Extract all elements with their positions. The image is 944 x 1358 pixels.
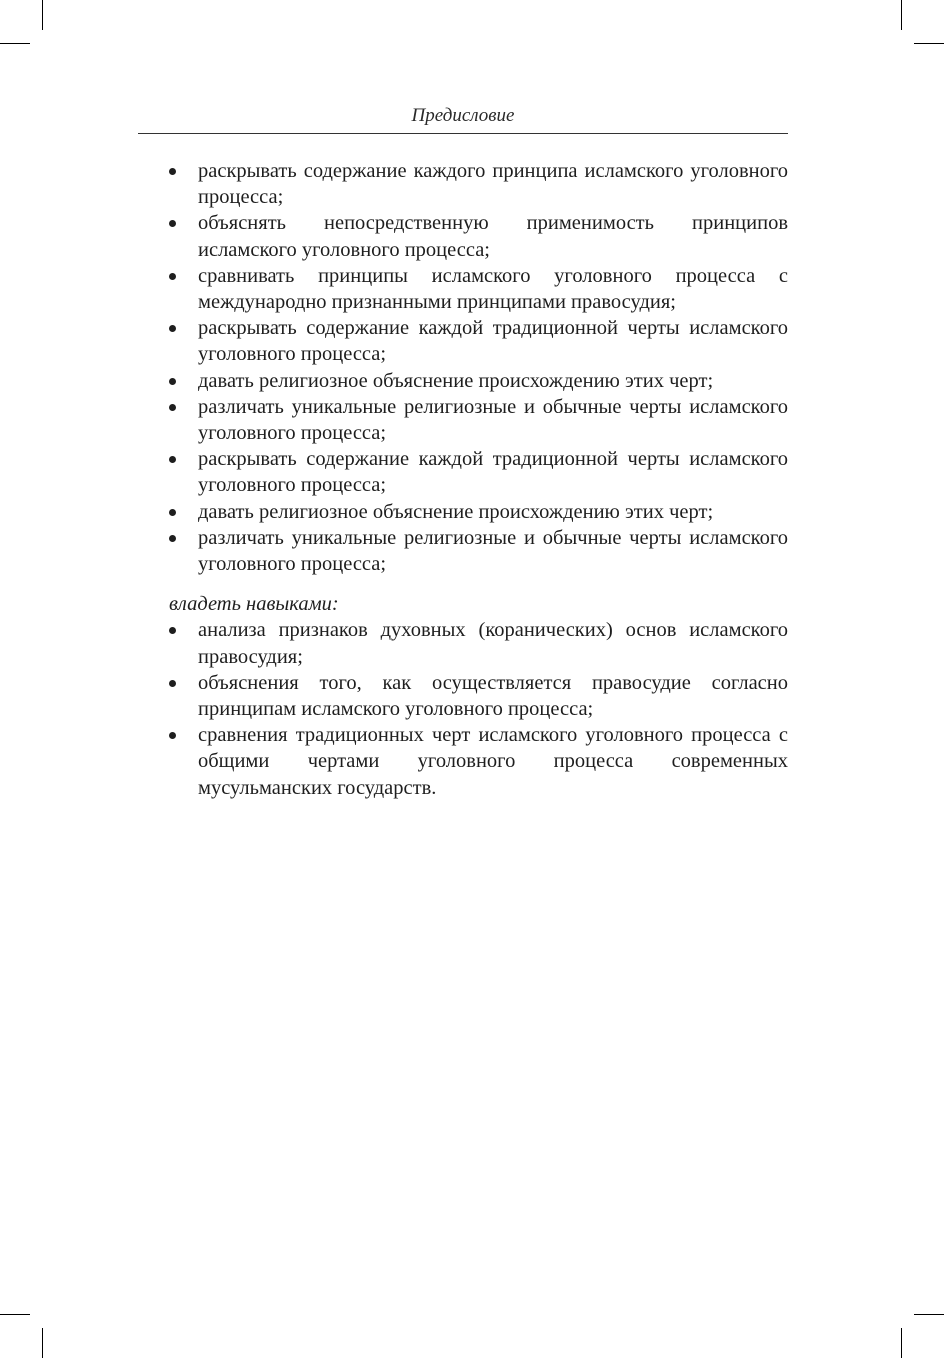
list-item-text: анализа признаков духовных (коранических) основ исламского правосудия; [198, 619, 788, 668]
list-item-text: давать религиозное объяснение происхождению этих черт; [198, 369, 714, 392]
list-item-text: сравнивать принципы исламского уголовного процесса с международно признанными принципами правосудия; [198, 264, 788, 314]
list-item [167, 670, 788, 722]
bullet-icon [169, 509, 176, 516]
body-text [167, 158, 788, 801]
crop-mark [0, 43, 30, 44]
crop-mark [914, 43, 944, 44]
list-item [167, 722, 788, 801]
bullet-icon [169, 627, 176, 634]
bullet-icon [169, 378, 176, 385]
list-item-text: различать уникальные религиозные и обычные черты исламского уголовного процесса; [198, 526, 788, 576]
list-item [167, 315, 788, 367]
list-item [167, 499, 788, 525]
bullet-icon [169, 325, 176, 332]
bullet-icon [169, 168, 176, 175]
list-item [167, 617, 788, 669]
skills-list [167, 617, 788, 800]
crop-mark [914, 1314, 944, 1315]
list-item [167, 158, 788, 210]
crop-mark [42, 1328, 43, 1358]
list-item-text: объяснения того, как осуществляется правосудие согласно принципам исламского уголовного процесса; [198, 671, 788, 721]
bullet-icon [169, 220, 176, 227]
list-item-text: давать религиозное объяснение происхождению этих черт; [198, 500, 714, 523]
bullet-icon [169, 680, 176, 687]
list-item-text: объяснять непосредственную применимость принципов исламского уголовного процесса; [198, 212, 788, 261]
bullet-icon [169, 732, 176, 739]
bullet-icon [169, 273, 176, 280]
abilities-list [167, 158, 788, 577]
crop-mark [42, 0, 43, 30]
running-head: Предисловие [411, 105, 515, 126]
skills-heading: владеть навыками: [169, 593, 339, 616]
bullet-icon [169, 404, 176, 411]
list-item [167, 525, 788, 577]
bullet-icon [169, 535, 176, 542]
crop-mark [0, 1314, 30, 1315]
bullet-icon [169, 456, 176, 463]
header-rule [138, 133, 788, 134]
list-item-text: различать уникальные религиозные и обычные черты исламского уголовного процесса; [198, 395, 788, 445]
list-item-text: раскрывать содержание каждого принципа исламского уголовного процесса; [198, 160, 788, 209]
list-item [167, 263, 788, 315]
list-item-text: сравнения традиционных черт исламского уголовного процесса с общими чертами уголовного процесса современных мусульманских государств. [198, 724, 788, 799]
list-item [167, 446, 788, 498]
list-item [167, 368, 788, 394]
list-item [167, 394, 788, 446]
crop-mark [901, 1328, 902, 1358]
list-item-text: раскрывать содержание каждой традиционной черты исламского уголовного процесса; [198, 448, 788, 497]
list-item-text: раскрывать содержание каждой традиционной черты исламского уголовного процесса; [198, 317, 788, 366]
crop-mark [901, 0, 902, 30]
list-item [167, 210, 788, 262]
